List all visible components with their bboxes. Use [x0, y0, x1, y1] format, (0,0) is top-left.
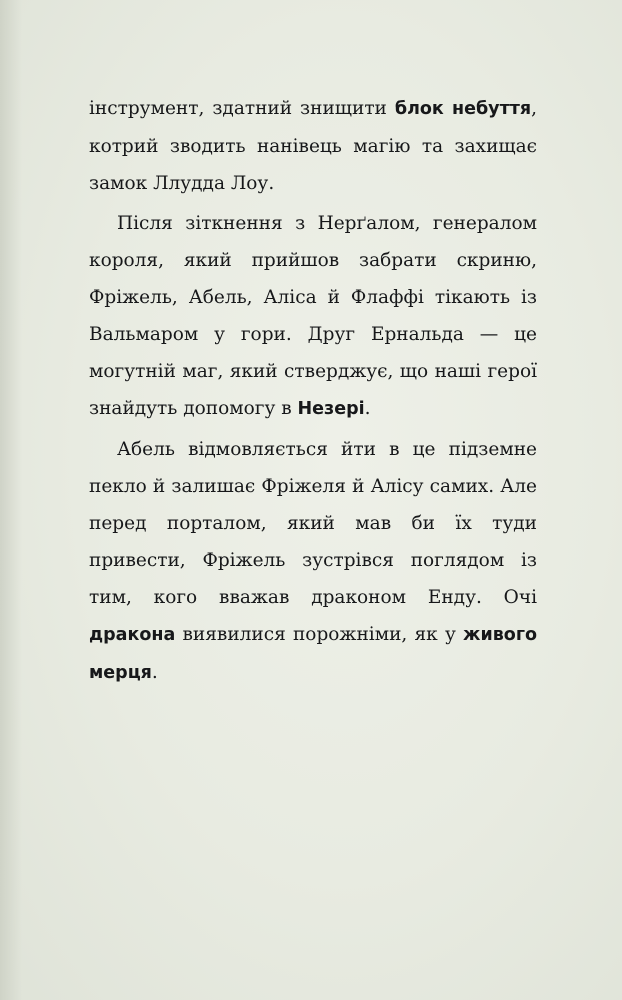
paragraph-2-text-1: Після зіткнення з Нерґалом, генералом короля, який прийшов забрати скриню, Фріжель, Абель, Аліса й Флаффі тікають із Вальмаром у гори. Друг Ернальда — це могутній маг, який стверджує, що наші герої знайдуть допомогу в	[89, 213, 537, 419]
term-nether: Незері	[297, 399, 365, 419]
paragraph-3	[89, 431, 537, 692]
paragraph-1-text-1: інструмент, здатний знищити	[89, 98, 395, 119]
term-dragon: дракона	[89, 625, 176, 645]
paragraph-2-text-2: .	[364, 398, 371, 419]
paragraph-3-text-2: виявилися порожніми, як у	[175, 624, 464, 645]
paragraph-3-text-3: .	[151, 662, 158, 683]
paragraph-2	[89, 205, 537, 428]
term-void-block: блок небуття	[394, 99, 532, 119]
term-living-dead: живого мерця	[89, 625, 537, 683]
page-binding-shadow	[0, 0, 22, 1000]
body-text	[89, 90, 537, 692]
paragraph-3-text-1: Абель відмовляється йти в це підземне пекло й залишає Фріжеля й Алісу самих. Але перед порталом, який мав би їх туди привести, Фріжель зустрівся поглядом із тим, кого вважав драконом Енду. Очі	[89, 439, 537, 608]
paragraph-1	[89, 90, 537, 202]
paragraph-1-text-2: , котрий зводить нанівець магію та захищає замок Ллудда Лоу.	[89, 98, 538, 194]
